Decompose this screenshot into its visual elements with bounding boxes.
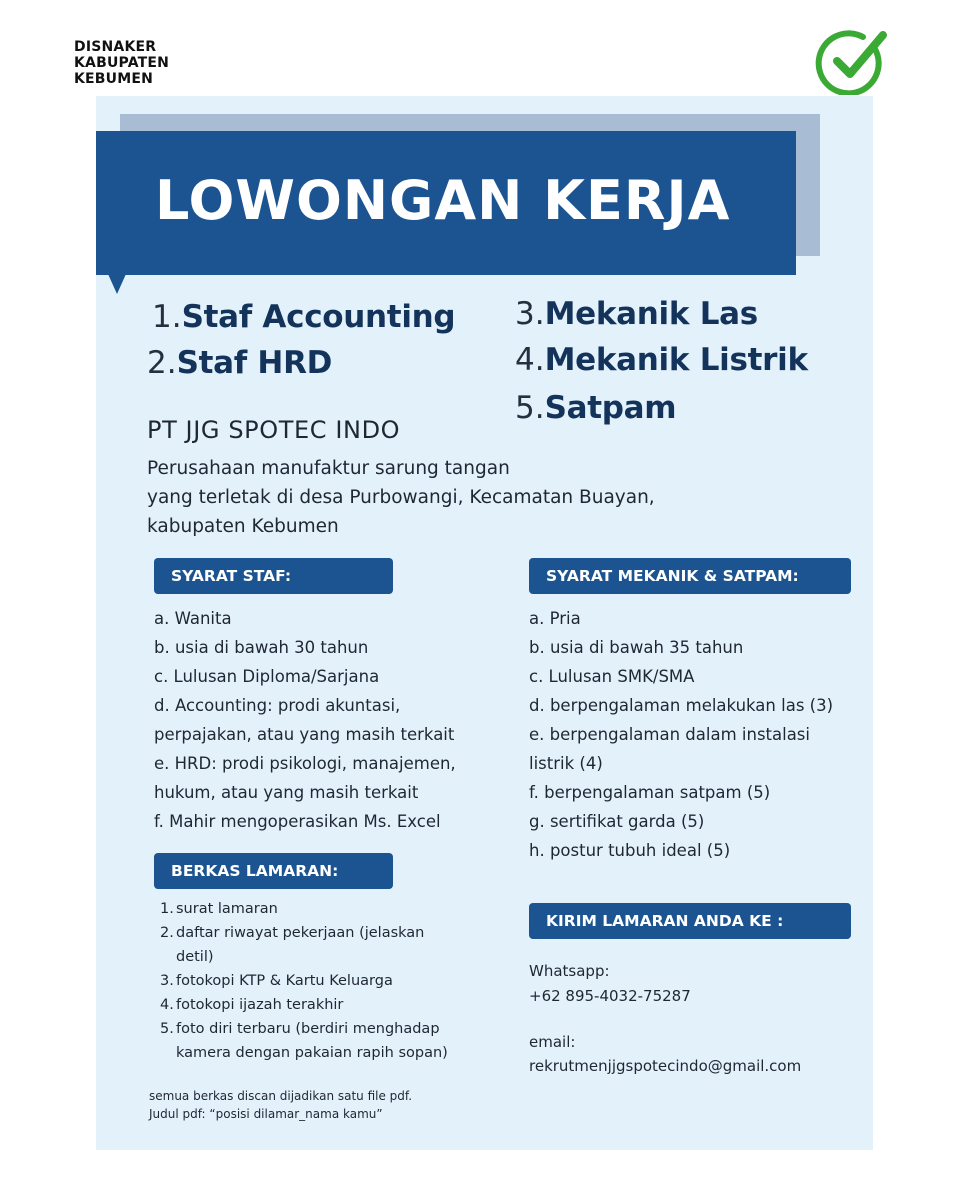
list-item: f. berpengalaman satpam (5)	[529, 783, 771, 802]
kirim-lamaran-heading: KIRIM LAMARAN ANDA KE :	[529, 903, 851, 939]
list-item-text: surat lamaran	[176, 901, 278, 917]
job-name: Satpam	[544, 390, 677, 426]
whatsapp-number: +62 895-4032-75287	[529, 987, 691, 1005]
list-number: 5.	[160, 1021, 174, 1037]
list-item	[160, 897, 448, 921]
list-number: 4.	[160, 997, 174, 1013]
list-item: listrik (4)	[529, 754, 603, 773]
berkas-lamaran-heading: BERKAS LAMARAN:	[154, 853, 393, 889]
job-number: 5.	[515, 390, 545, 426]
brand-line: KABUPATEN	[74, 55, 170, 71]
list-item: f. Mahir mengoperasikan Ms. Excel	[154, 812, 441, 831]
list-number: 2.	[160, 925, 174, 941]
note-line: semua berkas discan dijadikan satu file pdf.	[149, 1089, 413, 1103]
brand-line: DISNAKER	[74, 39, 157, 55]
list-item-text: daftar riwayat pekerjaan (jelaskan	[176, 925, 425, 941]
list-item-text: fotokopi ijazah terakhir	[176, 997, 344, 1013]
list-item: e. berpengalaman dalam instalasi	[529, 725, 810, 744]
list-item-text: fotokopi KTP & Kartu Keluarga	[176, 973, 393, 989]
job-name: Mekanik Listrik	[544, 342, 808, 378]
list-item	[160, 1017, 448, 1065]
email-label: email:	[529, 1033, 576, 1051]
list-item	[160, 993, 448, 1017]
poster-title: LOWONGAN KERJA	[155, 169, 731, 232]
description-line: Perusahaan manufaktur sarung tangan	[147, 458, 510, 479]
list-item: b. usia di bawah 30 tahun	[154, 638, 369, 657]
list-item	[160, 921, 448, 969]
job-number: 1.	[152, 299, 182, 335]
job-item	[515, 388, 676, 428]
list-item: b. usia di bawah 35 tahun	[529, 638, 744, 657]
brand-logo-text	[74, 39, 169, 87]
job-number: 2.	[147, 345, 177, 381]
job-name: Staf HRD	[176, 345, 333, 381]
description-line: kabupaten Kebumen	[147, 516, 339, 537]
list-item: perpajakan, atau yang masih terkait	[154, 725, 455, 744]
job-item	[515, 294, 758, 334]
list-item-text: detil)	[176, 949, 214, 965]
job-item	[152, 297, 455, 337]
email-address: rekrutmenjjgspotecindo@gmail.com	[529, 1057, 802, 1075]
list-item: hukum, atau yang masih terkait	[154, 783, 419, 802]
list-item-text: foto diri terbaru (berdiri menghadap	[176, 1021, 440, 1037]
list-item	[160, 969, 448, 993]
list-number: 1.	[160, 901, 174, 917]
list-item: h. postur tubuh ideal (5)	[529, 841, 731, 860]
list-number: 3.	[160, 973, 174, 989]
syarat-staf-heading: SYARAT STAF:	[154, 558, 393, 594]
check-circle-icon	[815, 27, 887, 95]
syarat-staf-list	[154, 604, 456, 836]
company-description	[147, 454, 655, 541]
brand-line: KEBUMEN	[74, 71, 154, 87]
job-name: Staf Accounting	[181, 299, 456, 335]
list-item: g. sertifikat garda (5)	[529, 812, 705, 831]
job-name: Mekanik Las	[544, 296, 758, 332]
list-item: c. Lulusan Diploma/Sarjana	[154, 667, 380, 686]
list-item: d. Accounting: prodi akuntasi,	[154, 696, 401, 715]
title-banner-tail	[108, 274, 126, 294]
company-name: PT JJG SPOTEC INDO	[147, 416, 401, 444]
list-item: d. berpengalaman melakukan las (3)	[529, 696, 834, 715]
list-item: a. Wanita	[154, 609, 232, 628]
description-line: yang terletak di desa Purbowangi, Kecamatan Buayan,	[147, 487, 655, 508]
job-item	[515, 340, 808, 380]
whatsapp-label: Whatsapp:	[529, 962, 610, 980]
list-item: a. Pria	[529, 609, 581, 628]
list-item: c. Lulusan SMK/SMA	[529, 667, 695, 686]
job-item	[147, 343, 332, 383]
berkas-lamaran-list	[160, 897, 448, 1065]
job-number: 4.	[515, 342, 545, 378]
list-item-text: kamera dengan pakaian rapih sopan)	[176, 1045, 448, 1061]
job-number: 3.	[515, 296, 545, 332]
berkas-note	[149, 1087, 412, 1123]
syarat-mekanik-heading: SYARAT MEKANIK & SATPAM:	[529, 558, 851, 594]
note-line: Judul pdf: “posisi dilamar_nama kamu”	[149, 1107, 383, 1121]
syarat-mekanik-list	[529, 604, 833, 865]
list-item: e. HRD: prodi psikologi, manajemen,	[154, 754, 456, 773]
